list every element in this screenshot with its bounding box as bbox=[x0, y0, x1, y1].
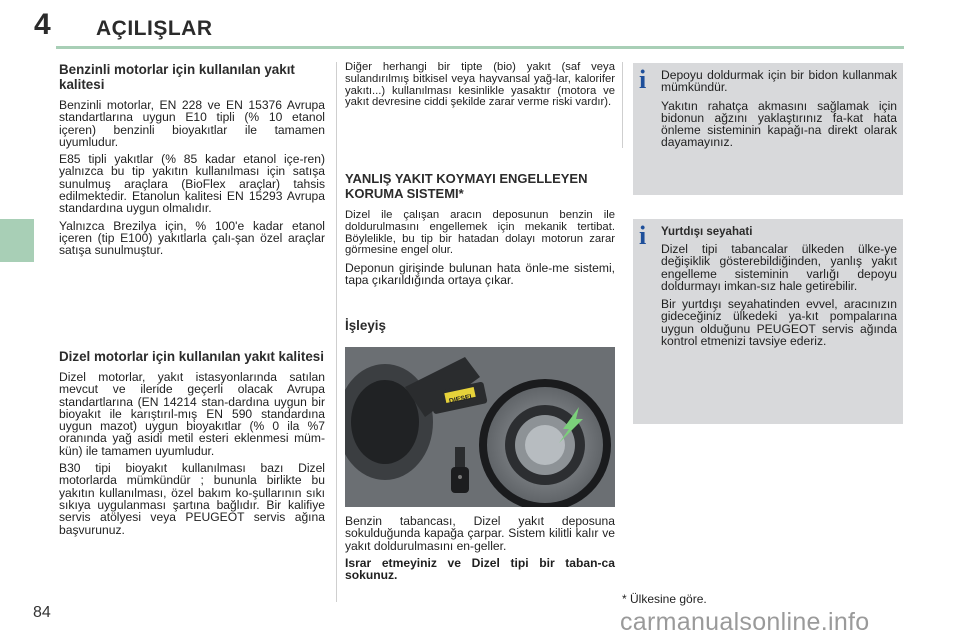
chapter-side-tab bbox=[0, 219, 34, 262]
page-number: 84 bbox=[33, 604, 51, 621]
operation-caption bbox=[345, 515, 615, 586]
diesel-paragraph: Dizel motorlar, yakıt istasyonlarında satılan mevcut ve ileride geçerli olacak Avrupa standartlarına (EN 14214 stan-dardına uygun bir bioyakıt ile karıştırıl-mış EN 590 standardına uygun mazot) uygun bioyakıtlar (% 0 ila %7 oranında yağ asidi metil esteri eklenmesi müm-kün) ile tamamen uyumludur. bbox=[59, 370, 325, 458]
operation-section bbox=[345, 318, 615, 333]
operation-heading: İşleyiş bbox=[345, 318, 386, 333]
info-paragraph: Dizel tipi tabancalar ülkeden ülke-ye değişiklik gösterebildiğinden, yanlış yakıt engelleme sisteminin varlığı depoyu doldurmayı imkan-sız hale getirebilir. bbox=[661, 242, 897, 293]
misfuel-heading: YANLIŞ YAKIT KOYMAYI ENGELLEYEN KORUMA SISTEMI* bbox=[345, 171, 588, 201]
misfuel-section bbox=[345, 171, 615, 292]
diesel-heading: Dizel motorlar için kullanılan yakıt kalitesi bbox=[59, 349, 324, 364]
fuel-filler-illustration bbox=[345, 347, 615, 507]
petrol-heading: Benzinli motorlar için kullanılan yakıt kalitesi bbox=[59, 62, 295, 92]
petrol-paragraph: Benzinli motorlar, EN 228 ve EN 15376 Avrupa standartlarına uygun E10 tipli (% 10 etanol içeren) benzinli bioyakıtlar ile tamamen uyumludur. bbox=[59, 98, 325, 149]
info-paragraph: Depoyu doldurmak için bir bidon kullanmak mümkündür. bbox=[661, 68, 897, 95]
petrol-paragraph: E85 tipli yakıtlar (% 85 kadar etanol içe-ren) yalnızca bu tip yakıtın kullanılması için satışa sunulmuş araçlara (BioFlex araçlar) tahsis edilmektedir. Etanolun kalitesi EN 15293 Avrupa standardına uygun olmalıdır. bbox=[59, 152, 325, 216]
misfuel-paragraph: Dizel ile çalışan aracın deposunun benzin ile doldurulmasını engellemek için mekanik tertibat. Böylelikle, bu tip bir hatadan dolayı motorun zarar görmesine engel olur. bbox=[345, 209, 615, 257]
column-divider bbox=[622, 62, 623, 148]
info-box-travel bbox=[633, 219, 903, 424]
column-divider bbox=[336, 62, 337, 602]
petrol-section bbox=[59, 62, 325, 262]
misfuel-paragraph: Deponun girişinde bulunan hata önle-me sistemi, tapa çıkarıldığında ortaya çıkar. bbox=[345, 261, 615, 288]
petrol-paragraph: Yalnızca Brezilya için, % 100'e kadar etanol içeren (tip E100) yakıtlarla çalı-şan özel araçlar satışa sunulmuştur. bbox=[59, 218, 325, 258]
diesel-section bbox=[59, 349, 325, 541]
info-icon: i bbox=[639, 221, 647, 250]
fuel-filler-photo bbox=[345, 347, 615, 507]
info-icon: i bbox=[639, 65, 647, 94]
info-heading: Yurtdışı seyahati bbox=[661, 226, 753, 238]
footnote: * Ülkesine göre. bbox=[622, 592, 707, 606]
other-fuels-note bbox=[345, 62, 615, 114]
chapter-title: AÇILIŞLAR bbox=[96, 17, 213, 40]
header-rule bbox=[56, 46, 904, 49]
watermark: carmanualsonline.info bbox=[620, 608, 870, 636]
info-box-canister bbox=[633, 63, 903, 195]
chapter-number: 4 bbox=[34, 8, 51, 41]
info-paragraph: Bir yurtdışı seyahatinden evvel, aracınızın gideceğiniz ülkedeki ya-kıt pompalarına uygun olduğunu PEUGEOT servis ağında kontrol etmenizi tavsiye ederiz. bbox=[661, 297, 897, 349]
info-paragraph: Yakıtın rahatça akmasını sağlamak için bidonun ağzını yaklaştırınız fa-kat hata önleme sisteminin kapağı-na direkt olarak dayamayınız. bbox=[661, 98, 897, 150]
operation-caption-text: Benzin tabancası, Dizel yakıt deposuna sokulduğunda kapağa çarpar. Sistem kilitli kalır ve yakıt doldurulmasını en-geller. bbox=[345, 514, 615, 553]
diesel-paragraph: B30 tipi bioyakıt kullanılması bazı Dizel motorlarda mümkündür ; bununla birlikte bu yakıtın kullanılması, özel bakım ko-şullarının sıkı sıkıya uygulanması şartına bağlıdır. Bir kalifiye servis atölyesi veya PEUGEOT servis ağına başvurunuz. bbox=[59, 461, 325, 537]
operation-emphasis: Israr etmeyiniz ve Dizel tipi bir taban-ca sokunuz. bbox=[345, 555, 615, 583]
other-fuels-paragraph: Diğer herhangi bir tipte (bio) yakıt (saf veya sulandırılmış bitkisel veya hayvansal yağ-lar, kalorifer yakıtı...) kullanılması kesinlikle yasaktır (motora ve yakıt devresine ciddi şekilde zarar verme riski vardır). bbox=[345, 61, 615, 109]
diesel-label: DIESEL bbox=[448, 393, 475, 406]
